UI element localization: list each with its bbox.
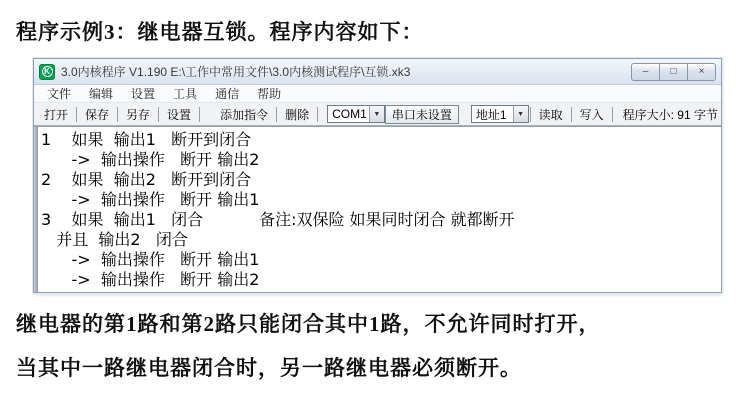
toolbar-separator (199, 107, 200, 122)
program-line[interactable]: -> 输出操作 断开 输出2 (41, 150, 260, 169)
app-logo-icon: K (39, 64, 55, 80)
program-line[interactable]: 1 如果 输出1 断开到闭合 (41, 130, 252, 149)
program-line[interactable]: 2 如果 输出2 断开到闭合 (41, 170, 252, 189)
program-size-label: 程序大小: 91 字节 (622, 107, 718, 122)
toolbar-separator (117, 107, 118, 122)
save-button[interactable]: 保存 (78, 105, 116, 123)
doc-footer-line-1: 继电器的第1路和第2路只能闭合其中1路，不允许同时打开， (16, 312, 601, 336)
menubar (34, 85, 721, 103)
menu-file[interactable]: 文件 (47, 87, 72, 101)
read-button[interactable]: 读取 (532, 105, 570, 123)
program-editor-area[interactable] (34, 126, 721, 292)
write-button[interactable]: 写入 (573, 105, 611, 123)
app-window (33, 58, 722, 293)
maximize-button[interactable]: □ (659, 63, 688, 81)
toolbar-separator (317, 107, 318, 122)
add-instruction-button[interactable]: 添加指令 (213, 105, 275, 123)
program-listing[interactable] (38, 127, 721, 292)
chevron-down-icon[interactable]: ▼ (513, 106, 528, 122)
com-port-select[interactable] (327, 105, 385, 123)
menu-tools[interactable]: 工具 (173, 87, 198, 101)
serial-status-button[interactable]: 串口未设置 (385, 105, 459, 124)
caption-buttons (632, 63, 716, 81)
program-line[interactable]: -> 输出操作 断开 输出1 (41, 250, 260, 269)
minimize-button[interactable]: – (631, 63, 660, 81)
toolbar-separator (530, 107, 531, 122)
address-value: 地址1 (475, 107, 507, 122)
window-title: 3.0内核程序 V1.190 E:\工作中常用文件\3.0内核测试程序\互锁.xk3 (61, 65, 411, 79)
doc-footer-line-2: 当其中一路继电器闭合时，另一路继电器必须断开。 (16, 356, 522, 380)
chevron-down-icon[interactable]: ▼ (369, 106, 384, 122)
address-select[interactable] (471, 105, 529, 123)
toolbar (34, 103, 721, 126)
open-button[interactable]: 打开 (37, 105, 75, 123)
delete-button[interactable]: 删除 (278, 105, 316, 123)
doc-heading: 程序示例3：继电器互锁。程序内容如下： (16, 20, 424, 44)
toolbar-separator (158, 107, 159, 122)
menu-help[interactable]: 帮助 (257, 87, 282, 101)
toolbar-separator (571, 107, 572, 122)
toolbar-separator (76, 107, 77, 122)
program-line[interactable]: 并且 输出2 闭合 (41, 230, 188, 249)
menu-settings[interactable]: 设置 (131, 87, 156, 101)
titlebar[interactable] (34, 59, 721, 85)
toolbar-separator (276, 107, 277, 122)
menu-comm[interactable]: 通信 (215, 87, 240, 101)
settings-button[interactable]: 设置 (160, 105, 198, 123)
toolbar-separator (612, 107, 613, 122)
close-button[interactable]: × (687, 63, 716, 81)
program-line[interactable]: 3 如果 输出1 闭合 备注:双保险 如果同时闭合 就都断开 (41, 210, 515, 229)
com-port-value: COM1 (332, 107, 367, 121)
program-line[interactable]: -> 输出操作 断开 输出1 (41, 190, 260, 209)
menu-edit[interactable]: 编辑 (89, 87, 114, 101)
program-line[interactable]: -> 输出操作 断开 输出2 (41, 270, 260, 289)
save-as-button[interactable]: 另存 (119, 105, 157, 123)
